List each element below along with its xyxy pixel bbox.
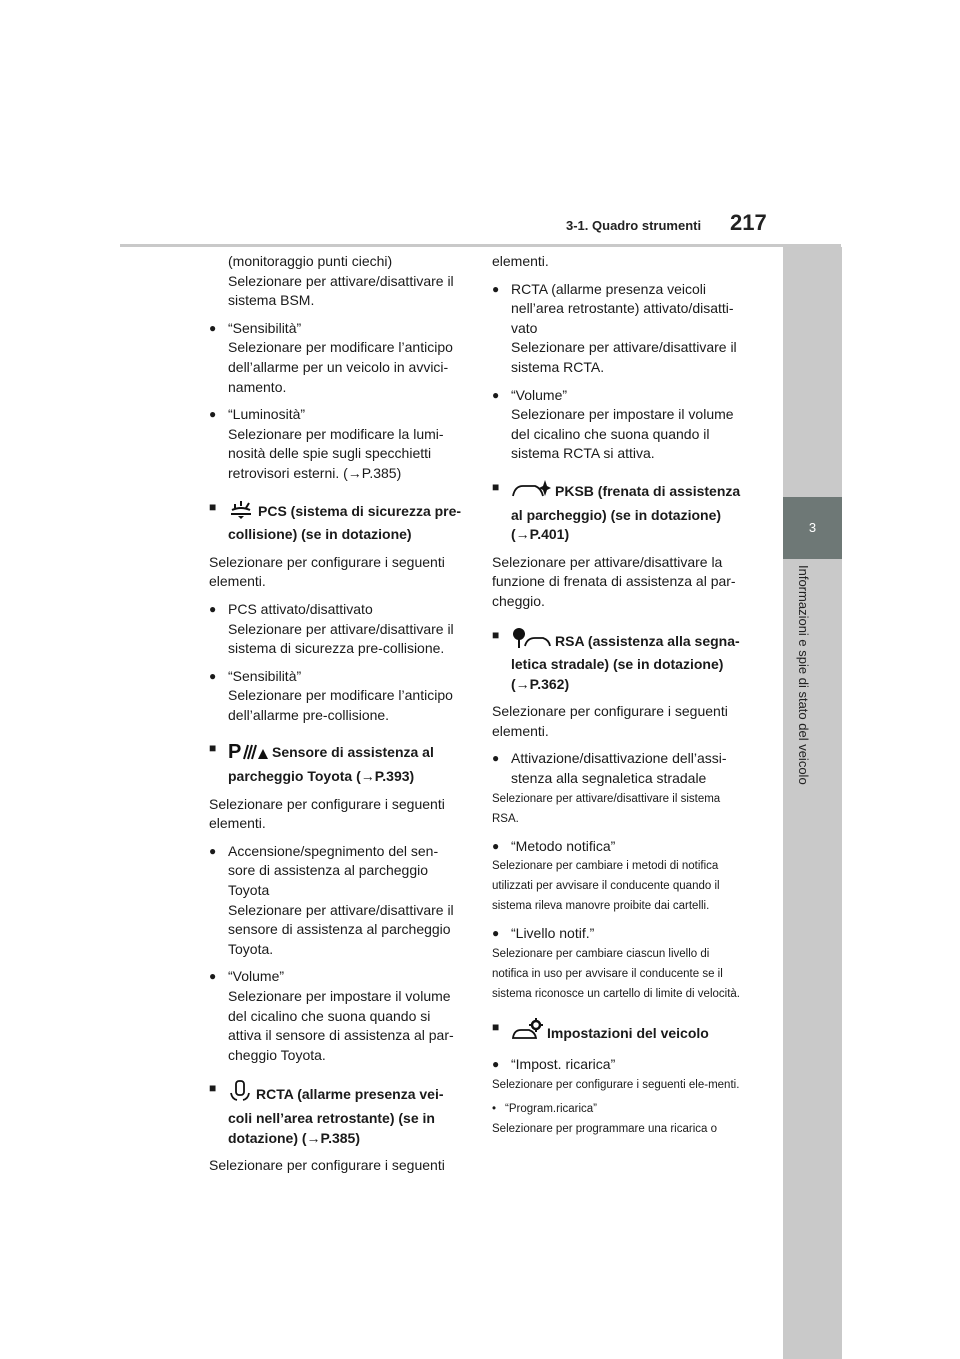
rcta-icon (228, 1079, 252, 1109)
heading-text: Sensore di assistenza al parcheggio Toyota (→P.393) (228, 744, 434, 785)
small-desc: Selezionare per attivare/disattivare il sistema RSA. (492, 792, 721, 825)
rsa-icon (511, 626, 551, 656)
section-heading (209, 739, 465, 786)
bullet-desc: Selezionare per attivare/disattivare il sistema di sicurezza pre-collisione. (228, 620, 454, 657)
bullet-desc: Selezionare per impostare il volume del cicalino che suona quando il sistema RCTA si attiva. (511, 406, 734, 462)
bullet-desc: Selezionare per modificare l’anticipo dell’allarme per un veicolo in avvici-namento. (228, 339, 453, 395)
bullet-title: ● Accensione/spegnimento del sen-sore di assistenza al parcheggio Toyota (228, 842, 439, 899)
paragraph: (monitoraggio punti ciechi) (228, 253, 393, 269)
heading-text: RCTA (allarme presenza vei-coli nell’area retrostante) (se in dotazione) (→P.385) (228, 1086, 444, 1146)
chapter-tab: 3 (783, 497, 842, 559)
bullet-item (209, 405, 465, 483)
sub-item-title: • “Program.ricarica” (505, 1103, 598, 1116)
bullet-title: ● “Metodo notifica” (511, 837, 616, 854)
bullet-title: ● RCTA (allarme presenza veicoli nell’area retrostante) attivato/disatti-vato (511, 280, 734, 336)
vehicle-settings-icon (511, 1018, 543, 1048)
section-title: 3-1. Quadro strumenti (566, 218, 702, 233)
paragraph: elementi. (492, 253, 549, 269)
right-column (492, 252, 748, 1139)
paragraph: Selezionare per attivare/disattivare la funzione di frenata di assistenza al par-cheggio. (492, 553, 736, 609)
bullet-item (209, 667, 465, 726)
bullet-desc: Selezionare per attivare/disattivare il sistema RCTA. (511, 339, 737, 375)
bullet-title: ● “Sensibilità” (228, 319, 302, 336)
side-tab-bottom (783, 559, 842, 1359)
header-rule (120, 244, 841, 247)
bullet-item (209, 842, 465, 960)
heading-text: Impostazioni del veicolo (547, 1024, 709, 1041)
pcs-icon (228, 498, 254, 526)
bullet-desc: Selezionare per modificare l’anticipo dell’allarme pre-collisione. (228, 687, 453, 723)
small-desc: Selezionare per cambiare ciascun livello di notifica in uso per avvisare il conducente se il sistema riconosce un cartello di limite di velocità. (492, 947, 740, 1000)
heading-text: RSA (assistenza alla segna-letica stradale) (se in dotazione) (→P.362) (511, 632, 740, 692)
section-heading (492, 1018, 748, 1048)
bullet-desc: Selezionare per impostare il volume del cicalino che suona quando si attiva il sensore di assistenza al par-cheggio Toyota. (228, 988, 454, 1063)
bullet-title: ● PCS attivato/disattivato (228, 600, 373, 617)
small-desc: Selezionare per configurare i seguenti ele-menti. (492, 1079, 740, 1092)
section-heading (492, 478, 748, 545)
section-heading (209, 498, 465, 545)
bullet-item (492, 924, 748, 944)
section-heading (492, 626, 748, 695)
bullet-title: ● “Volume” (511, 386, 568, 403)
paragraph: Selezionare per configurare i seguenti elementi. (492, 703, 728, 739)
paragraph: Selezionare per configurare i seguenti elementi. (209, 553, 445, 590)
bullet-title: ● “Volume” (228, 968, 285, 985)
small-desc: Selezionare per programmare una ricarica o (492, 1123, 717, 1136)
svg-text:P: ■ P (228, 741, 242, 762)
left-column (209, 252, 465, 1176)
bullet-item (492, 280, 748, 378)
heading-text: PKSB (frenata di assistenza al parcheggio) (se in dotazione) (→P.401) (511, 482, 741, 543)
bullet-item (492, 837, 748, 857)
parking-sensor-icon (228, 739, 268, 767)
paragraph: Selezionare per configurare i seguenti elementi. (209, 795, 445, 832)
bullet-title: ● Attivazione/disattivazione dell’assi-stenza alla segnaletica stradale (511, 750, 727, 787)
section-heading (209, 1079, 465, 1148)
bullet-title: ● “Sensibilità” (228, 667, 302, 684)
bullet-item (209, 967, 465, 1065)
bullet-title: ● “Impost. ricarica” (511, 1056, 616, 1073)
sub-item (492, 1099, 748, 1119)
bullet-title: ● “Livello notif.” (511, 925, 595, 942)
bullet-item (209, 600, 465, 659)
bullet-desc: Selezionare per attivare/disattivare il sensore di assistenza al parcheggio Toyota. (228, 901, 454, 957)
paragraph: Selezionare per configurare i seguenti (209, 1157, 445, 1174)
bullet-item (492, 386, 748, 464)
bullet-item (209, 319, 465, 397)
paragraph: Selezionare per attivare/disattivare il sistema BSM. (228, 272, 454, 309)
bullet-item (492, 1055, 748, 1075)
side-tab-top (783, 247, 842, 497)
heading-text: PCS (sistema di sicurezza pre-collisione) (se in dotazione) (228, 502, 462, 543)
pksb-icon (511, 478, 551, 506)
bullet-desc: Selezionare per modificare la lumi-nosità delle spie sugli specchietti retrovisori esterni. (→P.385) (228, 425, 444, 481)
bullet-item (492, 749, 748, 788)
bullet-title: ● “Luminosità” (228, 406, 306, 423)
small-desc: Selezionare per cambiare i metodi di notifica utilizzati per avvisare il conducente quando il sistema rileva manovre proibite dai cartelli. (492, 860, 720, 913)
page-number: 217 (730, 210, 767, 235)
chapter-label: Informazioni e spie di stato del veicolo (796, 565, 811, 785)
